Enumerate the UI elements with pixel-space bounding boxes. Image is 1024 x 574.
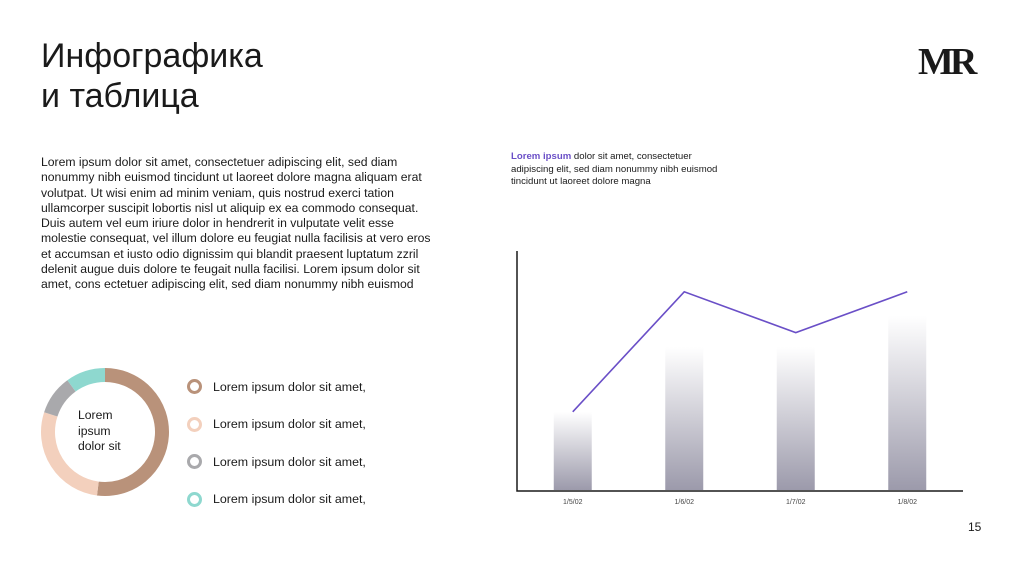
- legend-item: [187, 406, 366, 444]
- donut-slice: [51, 386, 72, 415]
- x-tick-label: 1/5/02: [563, 499, 583, 506]
- bar: [665, 347, 703, 490]
- series-line: [573, 292, 908, 412]
- legend-item: [187, 481, 366, 519]
- legend-label: Lorem ipsum dolor sit amet,: [213, 492, 366, 507]
- body-paragraph: Lorem ipsum dolor sit amet, consectetuer adipiscing elit, sed diam nonummy nibh euismod tincidunt ut laoreet dolore magna aliquam erat volutpat. Ut wisi enim ad minim veniam, quis nostrud exerci tation ullamcorper suscipit lobortis nisl ut aliquip ex ea commodo consequat. Duis autem vel eum iriure dolor in hendrerit in vulputate velit esse molestie consequat, vel illum dolore eu feugiat nulla facilisis at vero eros et accumsan et iusto odio dignissim qui blandit praesent luptatum zzril delenit augue duis dolore te feugait nulla facilisi. Lorem ipsum dolor sit amet, cons ectetuer adipiscing elit, sed diam nonummy nibh euismod: [41, 155, 431, 292]
- legend-dot-icon: [187, 417, 202, 432]
- brand-logo: MR: [918, 41, 974, 83]
- page-number: 15: [968, 520, 982, 534]
- slide-title: [41, 36, 263, 116]
- bar: [554, 412, 592, 490]
- callout-text: dolor sit amet, consectetuer adipiscing elit, sed diam nonummy nibh euismod tincidunt ut laoreet dolore magna: [511, 151, 718, 187]
- donut-slice: [71, 375, 105, 386]
- legend-dot-icon: [187, 492, 202, 507]
- x-tick-label: 1/8/02: [897, 499, 917, 506]
- x-tick-label: 1/7/02: [786, 499, 806, 506]
- legend-item: [187, 368, 366, 406]
- title-line-1: Инфографика: [41, 37, 263, 75]
- donut-legend: [187, 368, 366, 518]
- donut-center-label: Lorem ipsum dolor sit: [78, 408, 121, 453]
- legend-label: Lorem ipsum dolor sit amet,: [213, 379, 366, 394]
- bar-line-chart: [505, 245, 975, 520]
- x-tick-label: 1/6/02: [674, 499, 694, 506]
- legend-dot-icon: [187, 379, 202, 394]
- legend-item: [187, 443, 366, 481]
- callout-highlight: Lorem ipsum: [511, 151, 572, 162]
- combo-chart-svg: [505, 245, 975, 515]
- bar: [777, 347, 815, 490]
- bar: [888, 316, 926, 490]
- chart-callout: [511, 151, 721, 189]
- legend-label: Lorem ipsum dolor sit amet,: [213, 417, 366, 432]
- title-line-2: и таблица: [41, 77, 199, 115]
- legend-dot-icon: [187, 454, 202, 469]
- legend-label: Lorem ipsum dolor sit amet,: [213, 454, 366, 469]
